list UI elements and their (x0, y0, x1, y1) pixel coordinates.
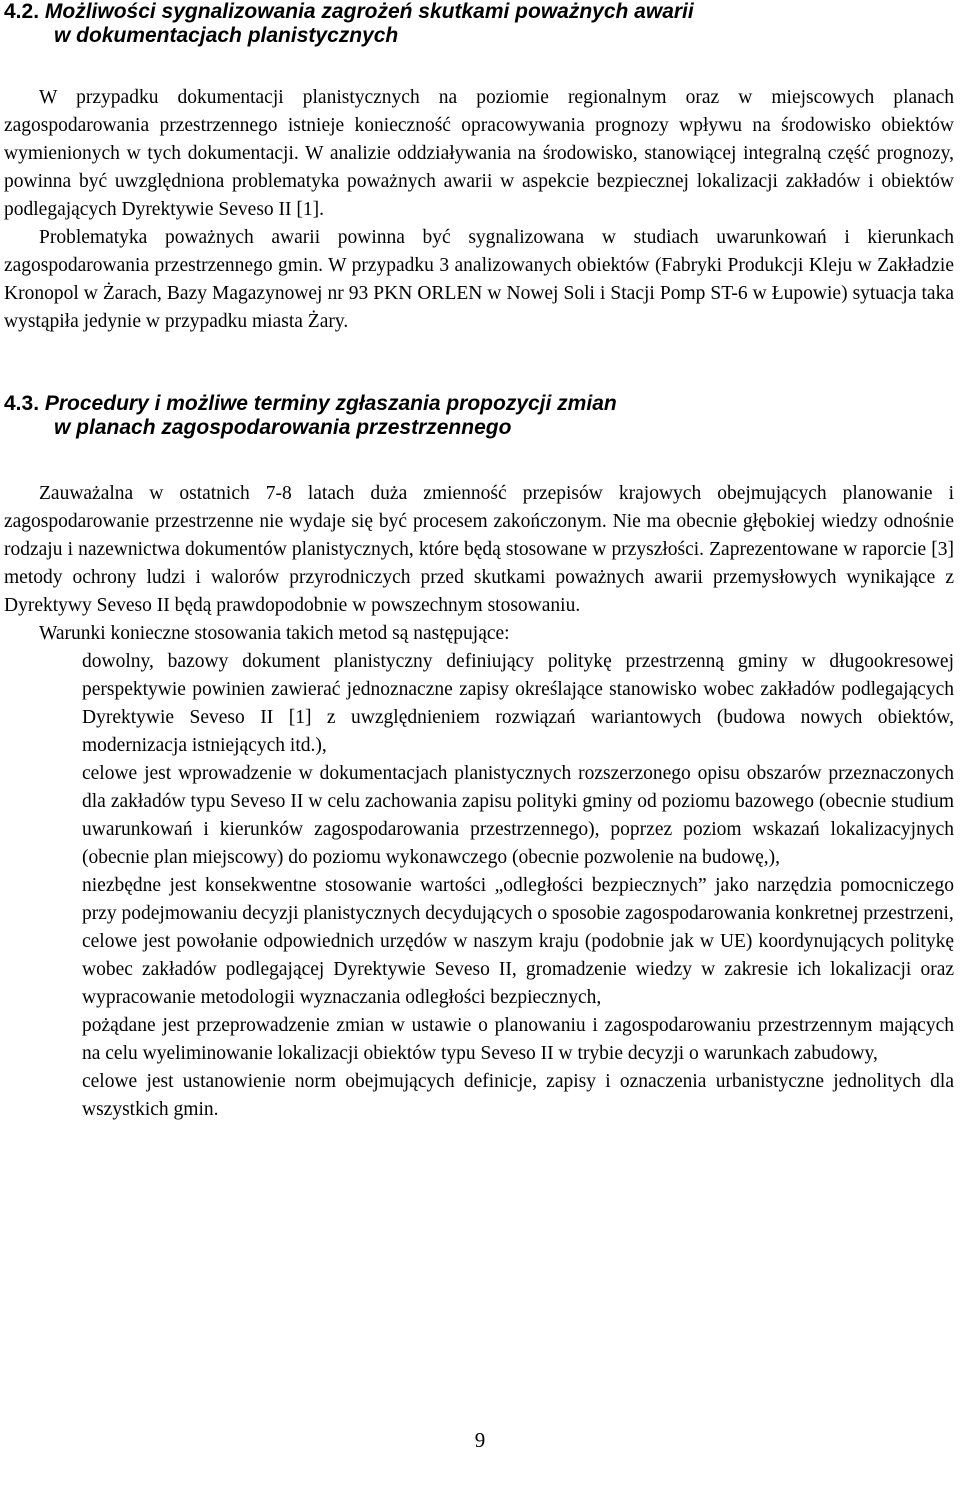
section-title-line1: Możliwości sygnalizowania zagrożeń skutkami poważnych awarii (44, 0, 694, 23)
section-title-line1: Procedury i możliwe terminy zgłaszania propozycji zmian (44, 392, 617, 415)
section-heading-4-2 (4, 0, 954, 48)
conditions-list (4, 648, 954, 1124)
list-item: niezbędne jest konsekwentne stosowanie wartości „odległości bezpiecznych” jako narzędzia pomocniczego przy podejmowaniu decyzji planistycznych decydujących o sposobie zagospodarowania konkretnej przestrzeni, (82, 875, 954, 924)
paragraph: Zauważalna w ostatnich 7-8 latach duża zmienność przepisów krajowych obejmujących planowanie i zagospodarowanie przestrzenne nie wydaje się być procesem zakończonym. Nie ma obecnie głębokiej wiedzy odnośnie rodzaju i nazewnictwa dokumentów planistycznych, które będą stosowane w przyszłości. Zaprezentowane w raporcie [3] metody ochrony ludzi i walorów przyrodniczych przed skutkami poważnych awarii przemysłowych wynikające z Dyrektywy Seveso II będą prawdopodobnie w powszechnym stosowaniu. (4, 483, 954, 616)
section-title-line2: w planach zagospodarowania przestrzennego (54, 416, 512, 439)
section-number: 4.2. (4, 0, 40, 23)
document-page (4, 0, 954, 1124)
page-number: 9 (474, 1428, 486, 1452)
list-item: dowolny, bazowy dokument planistyczny definiujący politykę przestrzenną gminy w długookresowej perspektywie powinien zawierać jednoznaczne zapisy określające stanowisko wobec zakładów podlegających Dyrektywie Seveso II [1] z uwzględnieniem rozwiązań wariantowych (budowa nowych obiektów, modernizacja istniejących itd.), (82, 651, 954, 756)
section-number: 4.3. (4, 392, 40, 415)
list-item: celowe jest ustanowienie norm obejmujących definicje, zapisy i oznaczenia urbanistyczne jednolitych dla wszystkich gmin. (82, 1071, 954, 1120)
list-item: celowe jest powołanie odpowiednich urzędów w naszym kraju (podobnie jak w UE) koordynujących politykę wobec zakładów podlegającej Dyrektywie Seveso II, gromadzenie wiedzy w zakresie ich lokalizacji oraz wypracowanie metodologii wyznaczania odległości bezpiecznych, (82, 931, 954, 1008)
paragraph: Problematyka poważnych awarii powinna być sygnalizowana w studiach uwarunkowań i kierunkach zagospodarowania przestrzennego gmin. W przypadku 3 analizowanych obiektów (Fabryki Produkcji Kleju w Zakładzie Kronopol w Żarach, Bazy Magazynowej nr 93 PKN ORLEN w Nowej Soli i Stacji Pomp ST-6 w Łupowie) sytuacja taka wystąpiła jedynie w przypadku miasta Żary. (4, 227, 954, 332)
paragraph: W przypadku dokumentacji planistycznych na poziomie regionalnym oraz w miejscowych planach zagospodarowania przestrzennego istnieje konieczność opracowywania prognozy wpływu na środowisko obiektów wymienionych w tych dokumentacji. W analizie oddziaływania na środowisko, stanowiącej integralną część prognozy, powinna być uwzględniona problematyka poważnych awarii w aspekcie bezpiecznej lokalizacji zakładów i obiektów podlegających Dyrektywie Seveso II [1]. (4, 87, 954, 220)
list-item: celowe jest wprowadzenie w dokumentacjach planistycznych rozszerzonego opisu obszarów przeznaczonych dla zakładów typu Seveso II w celu zachowania zapisu polityki gminy od poziomu bazowego (obecnie studium uwarunkowań i kierunków zagospodarowania przestrzennego), poprzez poziom wskazań lokalizacyjnych (obecnie plan miejscowy) do poziomu wykonawczego (obecnie pozwolenie na budowę,), (82, 763, 954, 868)
section-heading-4-3 (4, 392, 954, 440)
section-title-line2: w dokumentacjach planistycznych (54, 24, 399, 47)
list-item: pożądane jest przeprowadzenie zmian w ustawie o planowaniu i zagospodarowaniu przestrzennym mających na celu wyeliminowanie lokalizacji obiektów typu Seveso II w trybie decyzji o warunkach zabudowy, (82, 1015, 954, 1064)
paragraph: Warunki konieczne stosowania takich metod są następujące: (39, 623, 510, 644)
